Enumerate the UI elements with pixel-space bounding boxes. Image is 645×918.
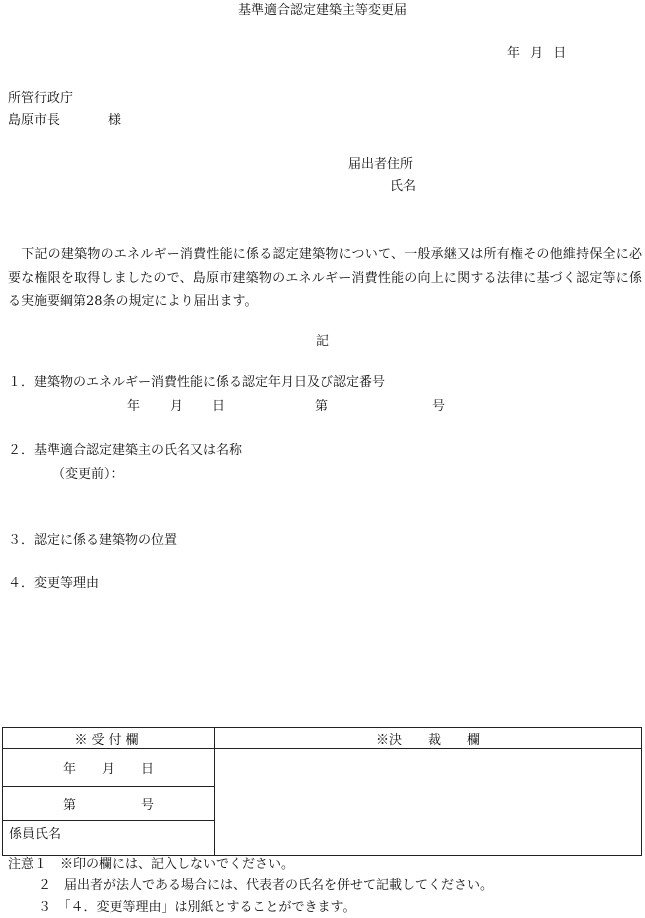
- body-paragraph: 下記の建築物のエネルギー消費性能に係る認定建築物について、一般承継又は所有権その他維持保全に必要な権限を取得しましたので、島原市建築物のエネルギー消費性能の向上に関する法律に基づく認定等に係る実施要綱第28条の規定により届出ます。: [8, 247, 642, 309]
- item1-go: 号: [432, 399, 446, 414]
- item4-heading: ４．変更等理由: [8, 576, 100, 591]
- note-3: ３ 「４．変更等理由」は別紙とすることができます。: [38, 900, 356, 915]
- item1-month: 月: [170, 399, 184, 414]
- decision-area: [215, 749, 642, 856]
- addressee-mayor-name: 島原市長: [8, 113, 61, 128]
- reception-date-cell: 年 月 日: [3, 749, 215, 787]
- applicant-name-label: 氏名: [390, 179, 417, 194]
- item1-dai: 第: [315, 399, 329, 414]
- addressee-mayor: [8, 112, 121, 130]
- item1-year: 年: [127, 399, 141, 414]
- reception-number-cell: 第 号: [3, 787, 215, 821]
- note-1: 注意１ ※印の欄には、記入しないでください。: [8, 857, 295, 872]
- note-2: ２ 届出者が法人である場合には、代表者の氏名を併せて記載してください。: [38, 878, 494, 893]
- item2-before-change: （変更前）：: [52, 467, 124, 482]
- date-line: 年 月 日: [507, 46, 570, 61]
- ki-heading: 記: [315, 334, 329, 349]
- reception-header: ※受付欄: [3, 728, 215, 749]
- decision-header: ※決 裁 欄: [215, 728, 642, 749]
- item3-heading: ３．認定に係る建築物の位置: [8, 533, 178, 548]
- applicant-address-label: 届出者住所: [348, 157, 414, 172]
- staff-name-label: 係員氏名: [9, 827, 62, 842]
- staff-name-cell: [3, 821, 215, 856]
- item1-heading: １．建築物のエネルギー消費性能に係る認定年月日及び認定番号: [8, 375, 386, 390]
- item2-heading: ２．基準適合認定建築主の氏名又は名称: [8, 443, 243, 458]
- addressee-agency: 所管行政庁: [8, 91, 74, 106]
- office-use-table: [2, 727, 642, 856]
- addressee-honorific: 様: [108, 113, 122, 128]
- item1-day: 日: [212, 399, 226, 414]
- form-title: 基準適合認定建築主等変更届: [237, 3, 407, 18]
